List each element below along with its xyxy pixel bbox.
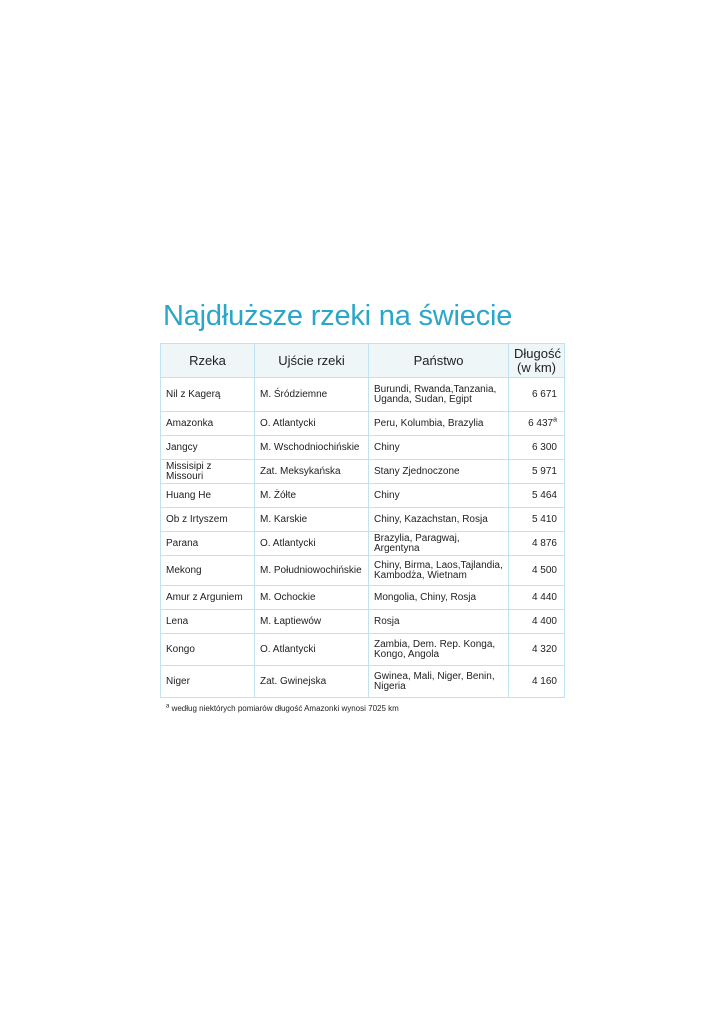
header-length-line2: (w km) bbox=[517, 359, 556, 375]
country-cell bbox=[369, 378, 509, 412]
country-cell-text: Burundi, Rwanda,Tanzania, Uganda, Sudan, Egipt bbox=[374, 383, 497, 405]
table-row bbox=[161, 586, 565, 610]
river-cell bbox=[161, 436, 255, 460]
country-cell-text: Chiny bbox=[374, 489, 400, 501]
footnote-marker: a bbox=[166, 703, 170, 710]
mouth-cell bbox=[255, 556, 369, 586]
length-cell bbox=[509, 436, 565, 460]
mouth-cell-text: Zat. Gwinejska bbox=[260, 675, 327, 687]
mouth-cell bbox=[255, 610, 369, 634]
mouth-cell-text: O. Atlantycki bbox=[260, 643, 316, 655]
page-title: Najdłuższe rzeki na świecie bbox=[163, 300, 513, 332]
country-cell-text: Brazylia, Paragwaj, Argentyna bbox=[374, 532, 460, 554]
country-cell-text: Chiny, Kazachstan, Rosja bbox=[374, 513, 488, 525]
mouth-cell-text: O. Atlantycki bbox=[260, 417, 316, 429]
table-row bbox=[161, 508, 565, 532]
river-cell bbox=[161, 484, 255, 508]
table-row bbox=[161, 412, 565, 436]
country-cell bbox=[369, 610, 509, 634]
country-cell-text: Mongolia, Chiny, Rosja bbox=[374, 591, 477, 603]
header-mouth: Ujście rzeki bbox=[255, 344, 369, 378]
mouth-cell-text: M. Łaptiewów bbox=[260, 615, 322, 627]
river-cell bbox=[161, 412, 255, 436]
river-cell-text: Huang He bbox=[166, 489, 212, 501]
mouth-cell bbox=[255, 586, 369, 610]
country-cell-text: Gwinea, Mali, Niger, Benin, Nigeria bbox=[374, 670, 495, 692]
country-cell-text: Zambia, Dem. Rep. Konga, Kongo, Angola bbox=[374, 638, 496, 660]
river-cell-text: Nil z Kagerą bbox=[166, 388, 221, 400]
mouth-cell-text: M. Wschodniochińskie bbox=[260, 441, 360, 453]
footnote-reference: a bbox=[553, 416, 557, 424]
table-header bbox=[161, 344, 565, 378]
length-cell-text: 4 876 bbox=[531, 537, 557, 549]
mouth-cell bbox=[255, 436, 369, 460]
mouth-cell-text: M. Ochockie bbox=[260, 591, 316, 603]
mouth-cell-text: M. Karskie bbox=[260, 513, 308, 525]
length-cell bbox=[509, 484, 565, 508]
river-cell-text: Jangcy bbox=[166, 441, 198, 453]
length-cell bbox=[509, 586, 565, 610]
mouth-cell bbox=[255, 378, 369, 412]
river-cell-text: Lena bbox=[166, 615, 189, 627]
header-river: Rzeka bbox=[161, 344, 255, 378]
mouth-cell bbox=[255, 532, 369, 556]
header-country: Państwo bbox=[369, 344, 509, 378]
mouth-cell-text: O. Atlantycki bbox=[260, 537, 316, 549]
river-cell bbox=[161, 634, 255, 666]
country-cell-text: Peru, Kolumbia, Brazylia bbox=[374, 417, 484, 429]
footnote bbox=[166, 704, 399, 713]
length-cell-text: 4 500 bbox=[531, 564, 557, 576]
river-cell-text: Mekong bbox=[166, 564, 202, 576]
table-row bbox=[161, 610, 565, 634]
length-cell-text: 5 410 bbox=[531, 513, 557, 525]
length-cell-text: 4 400 bbox=[531, 615, 557, 627]
river-cell-text: Ob z Irtyszem bbox=[166, 513, 228, 525]
country-cell bbox=[369, 412, 509, 436]
country-cell bbox=[369, 634, 509, 666]
country-cell bbox=[369, 586, 509, 610]
length-cell bbox=[509, 610, 565, 634]
length-cell-text: 4 160 bbox=[531, 675, 557, 687]
length-cell bbox=[509, 460, 565, 484]
country-cell bbox=[369, 508, 509, 532]
table-row bbox=[161, 378, 565, 412]
river-cell bbox=[161, 556, 255, 586]
mouth-cell bbox=[255, 412, 369, 436]
length-cell-text: 6 437 bbox=[528, 417, 554, 429]
river-cell-text: Parana bbox=[166, 537, 199, 549]
rivers-table bbox=[160, 343, 565, 698]
table-row bbox=[161, 556, 565, 586]
mouth-cell bbox=[255, 634, 369, 666]
country-cell-text: Stany Zjednoczone bbox=[374, 465, 460, 477]
country-cell-text: Rosja bbox=[374, 615, 400, 627]
table-row bbox=[161, 666, 565, 698]
length-cell bbox=[509, 412, 565, 436]
header-length bbox=[509, 344, 565, 378]
mouth-cell bbox=[255, 460, 369, 484]
country-cell-text: Chiny, Birma, Laos,Tajlandia, Kambodża, Wietnam bbox=[374, 559, 503, 581]
length-cell bbox=[509, 666, 565, 698]
mouth-cell-text: M. Śródziemne bbox=[260, 388, 328, 400]
footnote-text: według niektórych pomiarów długość Amazonki wynosi 7025 km bbox=[171, 704, 399, 713]
mouth-cell bbox=[255, 666, 369, 698]
country-cell bbox=[369, 532, 509, 556]
country-cell bbox=[369, 484, 509, 508]
header-length-line1: Długość bbox=[514, 345, 561, 361]
country-cell bbox=[369, 666, 509, 698]
river-cell-text: Amazonka bbox=[166, 417, 214, 429]
river-cell bbox=[161, 532, 255, 556]
river-cell-text: Missisipi z Missouri bbox=[166, 460, 212, 482]
table-row bbox=[161, 634, 565, 666]
length-cell bbox=[509, 508, 565, 532]
mouth-cell bbox=[255, 484, 369, 508]
table-row bbox=[161, 460, 565, 484]
mouth-cell bbox=[255, 508, 369, 532]
length-cell-text: 5 971 bbox=[531, 465, 557, 477]
length-cell bbox=[509, 532, 565, 556]
river-cell bbox=[161, 610, 255, 634]
length-cell-text: 4 440 bbox=[531, 591, 557, 603]
mouth-cell-text: M. Południowochińskie bbox=[260, 564, 362, 576]
river-cell bbox=[161, 508, 255, 532]
table-row bbox=[161, 484, 565, 508]
river-cell bbox=[161, 378, 255, 412]
table-row bbox=[161, 436, 565, 460]
country-cell-text: Chiny bbox=[374, 441, 400, 453]
country-cell bbox=[369, 556, 509, 586]
river-cell-text: Kongo bbox=[166, 643, 195, 655]
river-cell bbox=[161, 666, 255, 698]
table-body bbox=[161, 378, 565, 698]
length-cell-text: 6 300 bbox=[531, 441, 557, 453]
river-cell-text: Niger bbox=[166, 675, 190, 687]
table-row bbox=[161, 532, 565, 556]
length-cell-text: 4 320 bbox=[531, 643, 557, 655]
length-cell-text: 5 464 bbox=[531, 489, 557, 501]
length-cell bbox=[509, 378, 565, 412]
country-cell bbox=[369, 460, 509, 484]
length-cell bbox=[509, 556, 565, 586]
length-cell-text: 6 671 bbox=[531, 388, 557, 400]
mouth-cell-text: M. Żółte bbox=[260, 489, 297, 501]
mouth-cell-text: Zat. Meksykańska bbox=[260, 465, 341, 477]
length-cell bbox=[509, 634, 565, 666]
river-cell-text: Amur z Arguniem bbox=[166, 591, 243, 603]
river-cell bbox=[161, 586, 255, 610]
river-cell bbox=[161, 460, 255, 484]
country-cell bbox=[369, 436, 509, 460]
